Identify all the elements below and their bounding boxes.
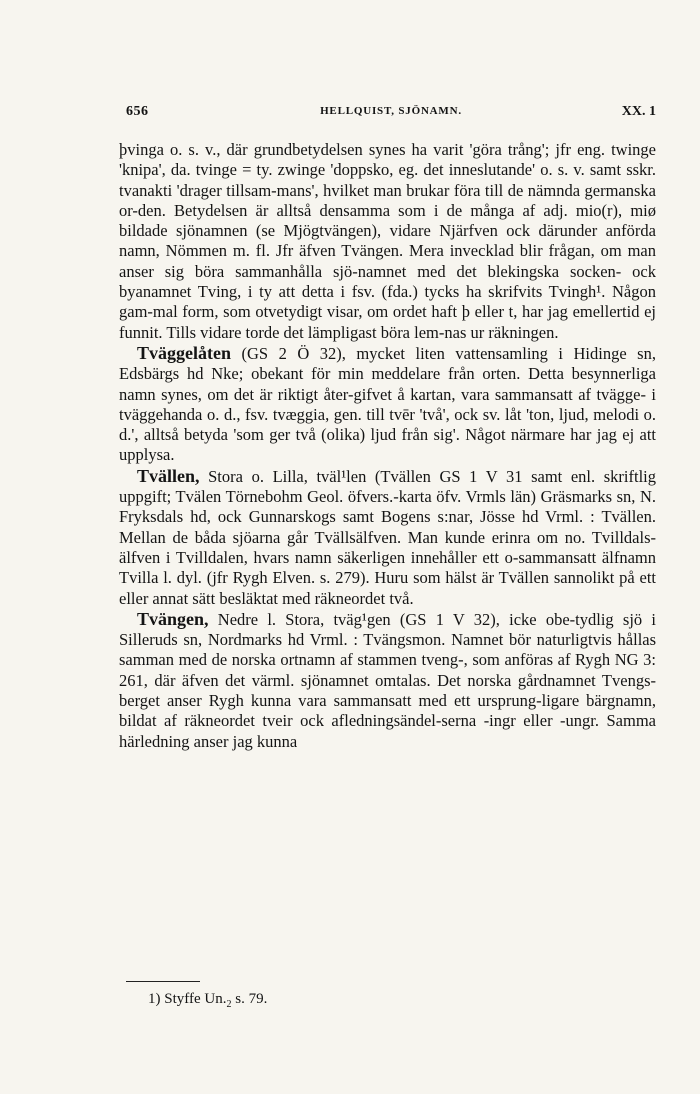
page-body [119, 140, 656, 752]
text-line: den. Betydelsen är alltså densamma som i de många af adj. mio(r), [137, 200, 623, 220]
footnote [148, 991, 267, 1010]
section-number: XX. 1 [621, 104, 656, 119]
text-line: Nedre l. Stora, tväg¹gen (GS 1 V 32), icke obe- [208, 609, 576, 629]
running-title: HELLQUIST, SJÖNAMN. [320, 105, 462, 117]
text-line: þvinga o. s. v., där grundbetydelsen synes ha varit 'göra trång'; [119, 140, 550, 159]
text-line: älfven i Tvilldalen, hvars namn säkerligen innehåller ett o- [119, 547, 519, 567]
text-line: att detta i fsv. (fda.) tycks ha skrifvits Tvingh¹. Någon gam- [119, 282, 656, 322]
text-line: (GS 2 Ö 32), mycket liten vattensamling i [231, 343, 563, 363]
text-line: o. d., fsv. tvæggia, gen. till tvēr 'två', ock sv. låt 'ton, ljud, [206, 404, 589, 424]
page-number: 656 [126, 104, 149, 119]
text-line: gifvet å kartan, vara sammansatt af tvägge- i tväggehanda [119, 384, 656, 424]
text-line: ligare bärgnamn, bildat af räkneordet tveir ock afledningsändel- [119, 691, 656, 731]
text-line: sammansatt älfnamn Tvilla l. dyl. (jfr Rygh Elven. s. 279). [119, 547, 656, 588]
text-line: Huru som hälst är Tvällen sannolikt på ett eller annat sätt [119, 568, 656, 608]
footnote-subscript: 2 [226, 999, 232, 1010]
text-line: miø bildade sjönamnen (se Mjögtvängen), vidare Njärfven ock [119, 200, 656, 241]
footnote-rule [126, 981, 200, 982]
footnote-marker: 1) [148, 991, 161, 1007]
paragraph-tvaggelaten [119, 343, 656, 466]
text-line: af stammen tveng-, som anföras af Rygh NG 3: 261, där äfven [119, 650, 657, 690]
text-line: orten. Detta besynnerliga namn synes, om det är riktigt åter- [119, 364, 656, 404]
text-line: Något närmare har jag ej att upplysa. [119, 425, 657, 465]
text-line: serna -ingr eller -ungr. Samma härledning anser jag kunna [119, 711, 656, 751]
footnote-text: Styffe Un. [164, 991, 227, 1007]
paragraph-1 [119, 140, 656, 343]
text-line: det inneslutande' o. s. v. samt sskr. tvanakti 'drager tillsam- [119, 160, 656, 200]
text-line: det värml. sjönamnet omtalas. Det norska gårdnamnet Tvengs- [225, 670, 657, 690]
text-line: namnet med det blekingska socken- ock byanamnet Tving, i ty [119, 261, 656, 302]
footnote-after: s. 79. [231, 991, 268, 1007]
text-line: därunder anförda namn, Nömmen m. fl. Jfr äfven Tvängen. Mera [119, 221, 656, 261]
text-line: jfr eng. twinge 'knipa', da. tvinge = ty. zwinge 'doppsko, eg. [119, 140, 656, 180]
text-line: tydlig sjö i Silleruds sn, Nordmarks hd Vrml. : Tvängsmon. [119, 609, 656, 650]
text-line: enl. skriftlig uppgift; Tvälen Törnebohm Geol. öfvers.-karta öfv. [119, 466, 657, 507]
text-line: samt Bogens s:nar, Jösse hd Vrml. : Tvällen. Mellan de båda [119, 507, 656, 547]
paragraph-tvangen [119, 609, 656, 752]
text-line: melodi o. d.', alltså betyda 'som ger två (olika) ljud från sig'. [119, 404, 657, 445]
text-line: Stora o. Lilla, tväl¹len (Tvällen GS 1 V 31 samt [199, 466, 563, 486]
text-line: mans', hvilket man brukar föra till de nämnda germanska or- [119, 180, 656, 220]
text-line: Namnet bör naturligtvis hållas samman med de norska ortnamn [119, 630, 657, 670]
page-header [126, 104, 656, 128]
text-line: Vrmls län) Gräsmarks sn, N. Fryksdals hd, ock Gunnarskogs [119, 487, 657, 527]
paragraph-tvallen [119, 466, 656, 609]
headword: Tvällen, [137, 465, 200, 486]
headword: Tväggelåten [137, 342, 231, 363]
headword: Tvängen, [137, 608, 209, 629]
text-line: berget anser Rygh kunna vara sammansatt med ett ursprung- [119, 691, 542, 711]
text-line: besläktat med räkneordet två. [219, 588, 414, 608]
text-line: sjöarna går Tvällsälfven. Man kunde erinra om no. Tvilldals- [232, 527, 656, 547]
text-line: nas ur räkningen. [444, 322, 559, 342]
text-line: mal form, som otvetydigt visar, om ordet haft þ eller t, har jag [152, 302, 568, 322]
text-line: invecklad blir frågan, om man anser sig böra sammanhålla sjö- [119, 241, 656, 281]
text-line: emellertid ej funnit. Tills vidare torde det lämpligast böra lem- [119, 302, 657, 342]
text-line: Hidinge sn, Edsbärgs hd Nke; obekant för min meddelare från [119, 343, 656, 384]
